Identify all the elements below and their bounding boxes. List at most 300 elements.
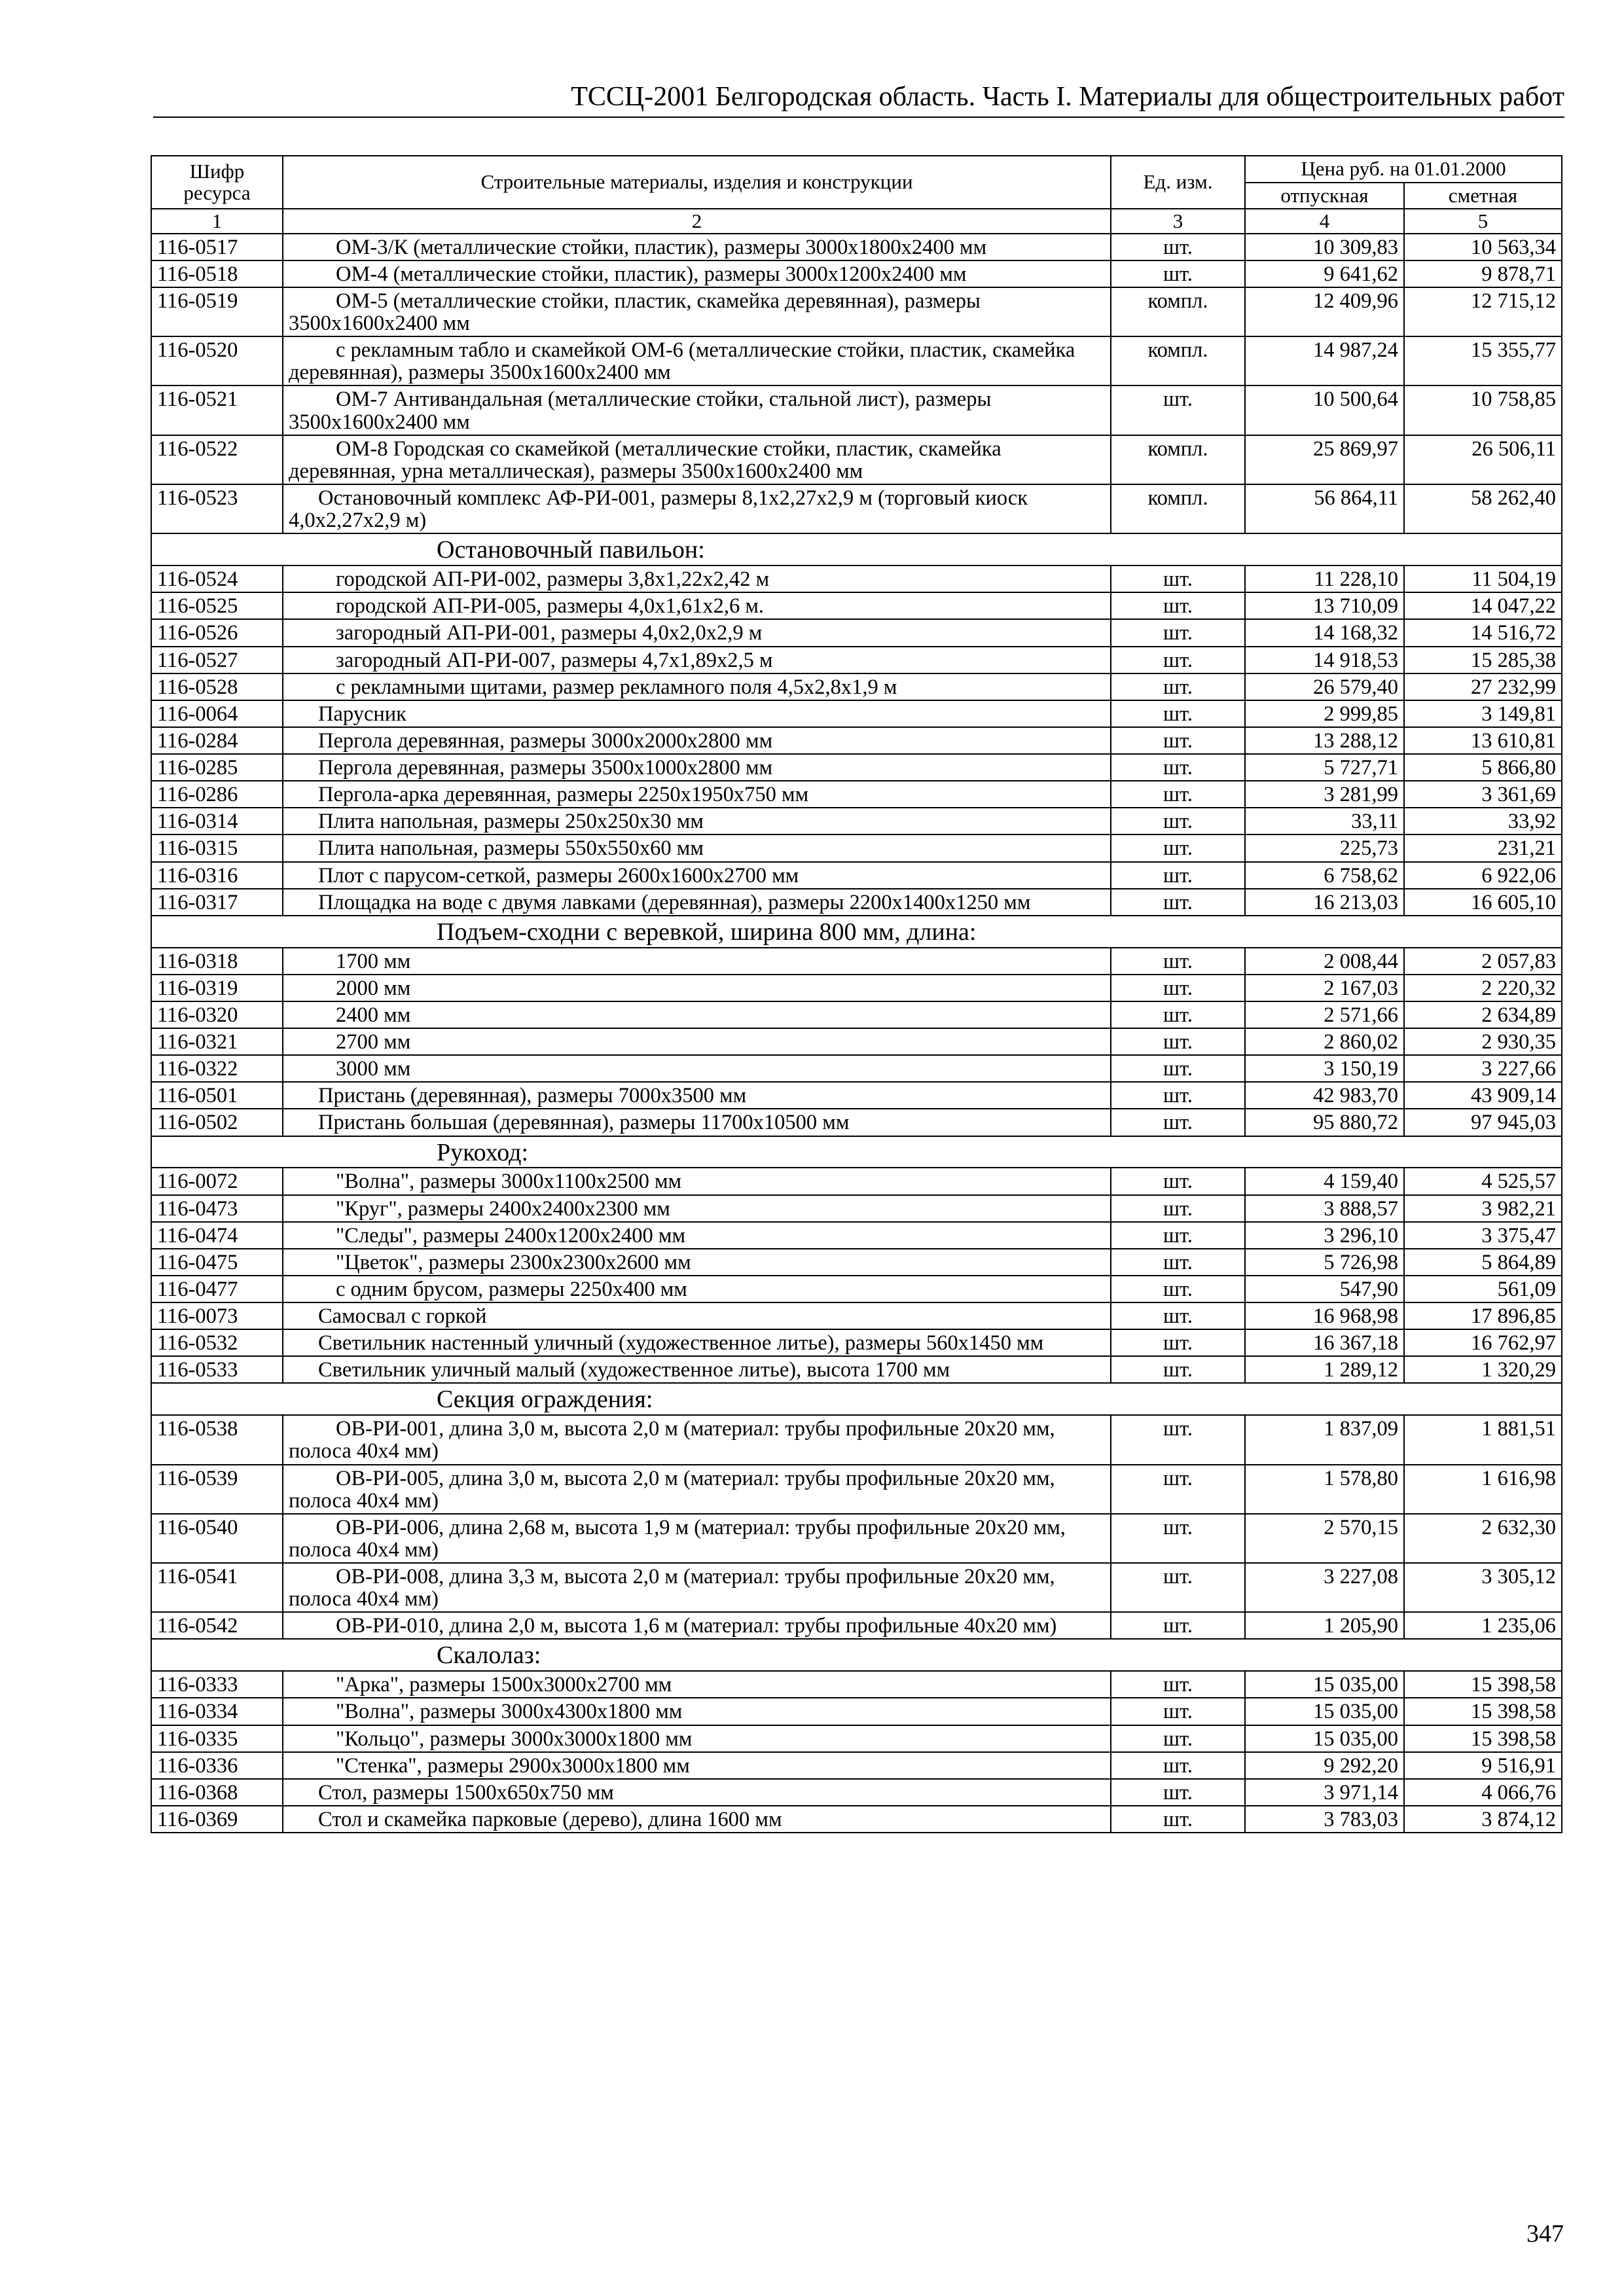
unit-of-measure: шт. — [1111, 1698, 1245, 1725]
table-row — [151, 834, 1562, 861]
material-name: "Кольцо", размеры 3000х3000х1800 мм — [283, 1725, 1111, 1752]
resource-code: 116-0318 — [151, 948, 283, 975]
resource-code: 116-0518 — [151, 260, 283, 287]
unit-of-measure: шт. — [1111, 700, 1245, 727]
resource-code: 116-0538 — [151, 1415, 283, 1464]
price-estimate: 2 930,35 — [1404, 1028, 1562, 1055]
resource-code: 116-0319 — [151, 975, 283, 1001]
price-estimate: 9 878,71 — [1404, 260, 1562, 287]
unit-of-measure: шт. — [1111, 592, 1245, 619]
unit-of-measure: шт. — [1111, 754, 1245, 781]
unit-of-measure: шт. — [1111, 234, 1245, 260]
price-release: 9 292,20 — [1245, 1752, 1404, 1779]
table-row — [151, 1302, 1562, 1329]
resource-code: 116-0527 — [151, 647, 283, 673]
table-row — [151, 1109, 1562, 1136]
unit-of-measure: шт. — [1111, 1415, 1245, 1464]
material-name: Плита напольная, размеры 250х250х30 мм — [283, 808, 1111, 834]
price-release: 5 726,98 — [1245, 1249, 1404, 1276]
table-row — [151, 1168, 1562, 1194]
price-release: 15 035,00 — [1245, 1671, 1404, 1698]
unit-of-measure: компл. — [1111, 484, 1245, 533]
header-price-estimate: сметная — [1404, 183, 1562, 209]
table-row — [151, 1415, 1562, 1464]
price-release: 1 578,80 — [1245, 1465, 1404, 1514]
table-body — [151, 234, 1562, 1833]
table-row — [151, 234, 1562, 260]
unit-of-measure: шт. — [1111, 862, 1245, 889]
material-name: Светильник настенный уличный (художественное литье), размеры 560х1450 мм — [283, 1329, 1111, 1356]
price-estimate: 15 355,77 — [1404, 336, 1562, 386]
group-row — [151, 916, 1562, 948]
unit-of-measure: шт. — [1111, 1779, 1245, 1806]
table-row — [151, 948, 1562, 975]
table-row — [151, 1082, 1562, 1109]
page-number: 347 — [1526, 2220, 1564, 2248]
resource-code: 116-0369 — [151, 1806, 283, 1833]
group-heading: Подъем-сходни с веревкой, ширина 800 мм, длина: — [283, 916, 1562, 948]
unit-of-measure: шт. — [1111, 1055, 1245, 1082]
resource-code: 116-0335 — [151, 1725, 283, 1752]
price-release: 1 289,12 — [1245, 1356, 1404, 1383]
price-release: 12 409,96 — [1245, 287, 1404, 336]
price-estimate: 15 398,58 — [1404, 1698, 1562, 1725]
material-name: Стол, размеры 1500х650х750 мм — [283, 1779, 1111, 1806]
unit-of-measure: шт. — [1111, 1563, 1245, 1612]
group-row — [151, 533, 1562, 565]
price-estimate: 2 220,32 — [1404, 975, 1562, 1001]
unit-of-measure: шт. — [1111, 1028, 1245, 1055]
table-row — [151, 1249, 1562, 1276]
unit-of-measure: компл. — [1111, 287, 1245, 336]
price-estimate: 6 922,06 — [1404, 862, 1562, 889]
unit-of-measure: шт. — [1111, 1001, 1245, 1028]
material-name: Пергола деревянная, размеры 3000х2000х2800 мм — [283, 727, 1111, 754]
resource-code: 116-0525 — [151, 592, 283, 619]
price-estimate: 27 232,99 — [1404, 673, 1562, 700]
price-release: 10 500,64 — [1245, 386, 1404, 435]
resource-code: 116-0073 — [151, 1302, 283, 1329]
unit-of-measure: шт. — [1111, 1329, 1245, 1356]
price-release: 10 309,83 — [1245, 234, 1404, 260]
material-name: ОВ-РИ-006, длина 2,68 м, высота 1,9 м (материал: трубы профильные 20х20 мм, полоса 40х4 мм) — [283, 1514, 1111, 1563]
price-estimate: 5 866,80 — [1404, 754, 1562, 781]
price-release: 13 710,09 — [1245, 592, 1404, 619]
resource-code: 116-0320 — [151, 1001, 283, 1028]
price-release: 42 983,70 — [1245, 1082, 1404, 1109]
price-estimate: 5 864,89 — [1404, 1249, 1562, 1276]
price-release: 3 227,08 — [1245, 1563, 1404, 1612]
table-row — [151, 1698, 1562, 1725]
table-row — [151, 1028, 1562, 1055]
resource-code: 116-0539 — [151, 1465, 283, 1514]
material-name: Пристань большая (деревянная), размеры 11700х10500 мм — [283, 1109, 1111, 1136]
unit-of-measure: шт. — [1111, 673, 1245, 700]
resource-code: 116-0502 — [151, 1109, 283, 1136]
price-estimate: 14 516,72 — [1404, 619, 1562, 646]
price-estimate: 2 634,89 — [1404, 1001, 1562, 1028]
table-row — [151, 975, 1562, 1001]
unit-of-measure: шт. — [1111, 1082, 1245, 1109]
resource-code: 116-0322 — [151, 1055, 283, 1082]
material-name: загородный АП-РИ-001, размеры 4,0х2,0х2,9 м — [283, 619, 1111, 646]
price-estimate: 16 605,10 — [1404, 889, 1562, 916]
header-code: Шифр ресурса — [151, 156, 283, 209]
price-estimate: 15 398,58 — [1404, 1725, 1562, 1752]
resource-code: 116-0336 — [151, 1752, 283, 1779]
price-estimate: 9 516,91 — [1404, 1752, 1562, 1779]
material-name: Плита напольная, размеры 550х550х60 мм — [283, 834, 1111, 861]
table-row — [151, 808, 1562, 834]
unit-of-measure: шт. — [1111, 1671, 1245, 1698]
price-estimate: 17 896,85 — [1404, 1302, 1562, 1329]
material-name: с рекламным табло и скамейкой ОМ-6 (металлические стойки, пластик, скамейка деревянная), размеры 3500х1600х2400 мм — [283, 336, 1111, 386]
price-release: 11 228,10 — [1245, 565, 1404, 592]
material-name: ОВ-РИ-008, длина 3,3 м, высота 2,0 м (материал: трубы профильные 20х20 мм, полоса 40х4 мм) — [283, 1563, 1111, 1612]
unit-of-measure: шт. — [1111, 1276, 1245, 1302]
group-row — [151, 1639, 1562, 1671]
unit-of-measure: шт. — [1111, 727, 1245, 754]
material-name: Пристань (деревянная), размеры 7000х3500 мм — [283, 1082, 1111, 1109]
table-row — [151, 484, 1562, 533]
resource-code: 116-0316 — [151, 862, 283, 889]
price-estimate: 561,09 — [1404, 1276, 1562, 1302]
material-name: "Волна", размеры 3000х4300х1800 мм — [283, 1698, 1111, 1725]
price-release: 9 641,62 — [1245, 260, 1404, 287]
resource-code: 116-0477 — [151, 1276, 283, 1302]
material-name: "Цветок", размеры 2300х2300х2600 мм — [283, 1249, 1111, 1276]
material-name: Самосвал с горкой — [283, 1302, 1111, 1329]
table-header — [151, 156, 1562, 234]
unit-of-measure: шт. — [1111, 1612, 1245, 1639]
header-unit: Ед. изм. — [1111, 156, 1245, 209]
price-release: 1 837,09 — [1245, 1415, 1404, 1464]
table-row — [151, 1001, 1562, 1028]
price-release: 14 168,32 — [1245, 619, 1404, 646]
material-name: 2700 мм — [283, 1028, 1111, 1055]
price-estimate: 11 504,19 — [1404, 565, 1562, 592]
price-estimate: 1 320,29 — [1404, 1356, 1562, 1383]
unit-of-measure: шт. — [1111, 1514, 1245, 1563]
price-release: 16 213,03 — [1245, 889, 1404, 916]
group-row — [151, 1136, 1562, 1168]
price-release: 15 035,00 — [1245, 1725, 1404, 1752]
table-row — [151, 889, 1562, 916]
material-name: 1700 мм — [283, 948, 1111, 975]
material-name: "Волна", размеры 3000х1100х2500 мм — [283, 1168, 1111, 1194]
unit-of-measure: шт. — [1111, 1806, 1245, 1833]
material-name: Пергола деревянная, размеры 3500х1000х2800 мм — [283, 754, 1111, 781]
group-code-cell — [151, 1136, 283, 1168]
unit-of-measure: компл. — [1111, 435, 1245, 484]
unit-of-measure: шт. — [1111, 386, 1245, 435]
table-row — [151, 1514, 1562, 1563]
resource-code: 116-0526 — [151, 619, 283, 646]
price-release: 3 888,57 — [1245, 1195, 1404, 1222]
material-name: Стол и скамейка парковые (дерево), длина 1600 мм — [283, 1806, 1111, 1833]
resource-code: 116-0532 — [151, 1329, 283, 1356]
price-release: 2 571,66 — [1245, 1001, 1404, 1028]
table-row — [151, 386, 1562, 435]
table-row — [151, 260, 1562, 287]
material-name: "Стенка", размеры 2900х3000х1800 мм — [283, 1752, 1111, 1779]
group-heading: Остановочный павильон: — [283, 533, 1562, 565]
price-estimate: 97 945,03 — [1404, 1109, 1562, 1136]
unit-of-measure: шт. — [1111, 834, 1245, 861]
table-row — [151, 1612, 1562, 1639]
price-estimate: 3 375,47 — [1404, 1222, 1562, 1249]
material-name: ОМ-5 (металлические стойки, пластик, скамейка деревянная), размеры 3500х1600х2400 мм — [283, 287, 1111, 336]
table-row — [151, 754, 1562, 781]
resource-code: 116-0315 — [151, 834, 283, 861]
material-name: Пергола-арка деревянная, размеры 2250х1950х750 мм — [283, 781, 1111, 808]
table-row — [151, 700, 1562, 727]
table-row — [151, 435, 1562, 484]
price-estimate: 2 632,30 — [1404, 1514, 1562, 1563]
unit-of-measure: шт. — [1111, 889, 1245, 916]
material-name: городской АП-РИ-002, размеры 3,8х1,22х2,42 м — [283, 565, 1111, 592]
resource-code: 116-0523 — [151, 484, 283, 533]
resource-code: 116-0521 — [151, 386, 283, 435]
price-estimate: 4 525,57 — [1404, 1168, 1562, 1194]
resource-code: 116-0285 — [151, 754, 283, 781]
resource-code: 116-0517 — [151, 234, 283, 260]
price-estimate: 10 758,85 — [1404, 386, 1562, 435]
resource-code: 116-0542 — [151, 1612, 283, 1639]
header-price: Цена руб. на 01.01.2000 — [1245, 156, 1562, 183]
table-row — [151, 619, 1562, 646]
resource-code: 116-0474 — [151, 1222, 283, 1249]
table-row — [151, 673, 1562, 700]
price-release: 4 159,40 — [1245, 1168, 1404, 1194]
material-name: "Следы", размеры 2400х1200х2400 мм — [283, 1222, 1111, 1249]
resource-code: 116-0072 — [151, 1168, 283, 1194]
price-release: 5 727,71 — [1245, 754, 1404, 781]
price-release: 26 579,40 — [1245, 673, 1404, 700]
price-estimate: 15 398,58 — [1404, 1671, 1562, 1698]
price-release: 56 864,11 — [1245, 484, 1404, 533]
price-release: 16 968,98 — [1245, 1302, 1404, 1329]
material-name: с рекламными щитами, размер рекламного поля 4,5х2,8х1,9 м — [283, 673, 1111, 700]
table-row — [151, 1725, 1562, 1752]
header-price-release: отпускная — [1245, 183, 1404, 209]
header-name: Строительные материалы, изделия и конструкции — [283, 156, 1111, 209]
table-row — [151, 1563, 1562, 1612]
table-row — [151, 565, 1562, 592]
unit-of-measure: шт. — [1111, 565, 1245, 592]
resource-code: 116-0284 — [151, 727, 283, 754]
table-row — [151, 647, 1562, 673]
unit-of-measure: шт. — [1111, 1465, 1245, 1514]
resource-code: 116-0321 — [151, 1028, 283, 1055]
table-row — [151, 781, 1562, 808]
price-estimate: 3 361,69 — [1404, 781, 1562, 808]
price-release: 2 008,44 — [1245, 948, 1404, 975]
material-name: ОВ-РИ-005, длина 3,0 м, высота 2,0 м (материал: трубы профильные 20х20 мм, полоса 40х4 мм) — [283, 1465, 1111, 1514]
table-row — [151, 727, 1562, 754]
unit-of-measure: шт. — [1111, 1752, 1245, 1779]
price-release: 14 987,24 — [1245, 336, 1404, 386]
group-code-cell — [151, 1383, 283, 1415]
unit-of-measure: шт. — [1111, 619, 1245, 646]
column-number: 2 — [283, 209, 1111, 234]
unit-of-measure: шт. — [1111, 647, 1245, 673]
page-header-title: ТССЦ-2001 Белгородская область. Часть I. Материалы для общестроительных работ — [571, 82, 1564, 112]
unit-of-measure: шт. — [1111, 948, 1245, 975]
group-code-cell — [151, 1639, 283, 1671]
group-code-cell — [151, 916, 283, 948]
price-estimate: 16 762,97 — [1404, 1329, 1562, 1356]
table-row — [151, 1806, 1562, 1833]
price-estimate: 43 909,14 — [1404, 1082, 1562, 1109]
price-release: 25 869,97 — [1245, 435, 1404, 484]
resource-code: 116-0520 — [151, 336, 283, 386]
price-release: 2 570,15 — [1245, 1514, 1404, 1563]
price-estimate: 1 616,98 — [1404, 1465, 1562, 1514]
column-number: 1 — [151, 209, 283, 234]
price-release: 14 918,53 — [1245, 647, 1404, 673]
resource-code: 116-0333 — [151, 1671, 283, 1698]
unit-of-measure: шт. — [1111, 1195, 1245, 1222]
table-row — [151, 1779, 1562, 1806]
material-name: с одним брусом, размеры 2250х400 мм — [283, 1276, 1111, 1302]
unit-of-measure: шт. — [1111, 1302, 1245, 1329]
price-release: 3 783,03 — [1245, 1806, 1404, 1833]
unit-of-measure: шт. — [1111, 781, 1245, 808]
material-name: ОВ-РИ-001, длина 3,0 м, высота 2,0 м (материал: трубы профильные 20х20 мм, полоса 40х4 мм) — [283, 1415, 1111, 1464]
unit-of-measure: шт. — [1111, 975, 1245, 1001]
table-row — [151, 336, 1562, 386]
price-release: 15 035,00 — [1245, 1698, 1404, 1725]
price-release: 225,73 — [1245, 834, 1404, 861]
table-row — [151, 1195, 1562, 1222]
unit-of-measure: шт. — [1111, 808, 1245, 834]
price-release: 95 880,72 — [1245, 1109, 1404, 1136]
resource-code: 116-0522 — [151, 435, 283, 484]
unit-of-measure: компл. — [1111, 336, 1245, 386]
header-rule — [153, 117, 1564, 118]
price-estimate: 3 149,81 — [1404, 700, 1562, 727]
price-estimate: 4 066,76 — [1404, 1779, 1562, 1806]
price-estimate: 2 057,83 — [1404, 948, 1562, 975]
price-release: 13 288,12 — [1245, 727, 1404, 754]
table-row — [151, 592, 1562, 619]
price-estimate: 231,21 — [1404, 834, 1562, 861]
price-release: 3 971,14 — [1245, 1779, 1404, 1806]
column-number: 4 — [1245, 209, 1404, 234]
table-row — [151, 287, 1562, 336]
group-heading: Секция ограждения: — [283, 1383, 1562, 1415]
resource-code: 116-0286 — [151, 781, 283, 808]
column-number: 5 — [1404, 209, 1562, 234]
price-estimate: 15 285,38 — [1404, 647, 1562, 673]
table-row — [151, 1276, 1562, 1302]
unit-of-measure: шт. — [1111, 260, 1245, 287]
price-estimate: 1 235,06 — [1404, 1612, 1562, 1639]
material-name: Площадка на воде с двумя лавками (деревянная), размеры 2200х1400х1250 мм — [283, 889, 1111, 916]
price-estimate: 58 262,40 — [1404, 484, 1562, 533]
material-name: ОВ-РИ-010, длина 2,0 м, высота 1,6 м (материал: трубы профильные 40х20 мм) — [283, 1612, 1111, 1639]
material-name: 2400 мм — [283, 1001, 1111, 1028]
material-name: 2000 мм — [283, 975, 1111, 1001]
material-name: ОМ-8 Городская со скамейкой (металлические стойки, пластик, скамейка деревянная, урна металлическая), размеры 3500х1600х2400 мм — [283, 435, 1111, 484]
unit-of-measure: шт. — [1111, 1249, 1245, 1276]
price-release: 33,11 — [1245, 808, 1404, 834]
price-table — [151, 155, 1562, 1833]
material-name: Плот с парусом-сеткой, размеры 2600х1600х2700 мм — [283, 862, 1111, 889]
material-name: ОМ-3/К (металлические стойки, пластик), размеры 3000х1800х2400 мм — [283, 234, 1111, 260]
resource-code: 116-0533 — [151, 1356, 283, 1383]
material-name: городской АП-РИ-005, размеры 4,0х1,61х2,6 м. — [283, 592, 1111, 619]
resource-code: 116-0528 — [151, 673, 283, 700]
resource-code: 116-0317 — [151, 889, 283, 916]
resource-code: 116-0473 — [151, 1195, 283, 1222]
price-release: 3 296,10 — [1245, 1222, 1404, 1249]
group-heading: Скалолаз: — [283, 1639, 1562, 1671]
price-estimate: 33,92 — [1404, 808, 1562, 834]
material-name: "Круг", размеры 2400х2400х2300 мм — [283, 1195, 1111, 1222]
table-row — [151, 1222, 1562, 1249]
group-heading: Рукоход: — [283, 1136, 1562, 1168]
price-release: 6 758,62 — [1245, 862, 1404, 889]
table-row — [151, 862, 1562, 889]
price-estimate: 3 982,21 — [1404, 1195, 1562, 1222]
unit-of-measure: шт. — [1111, 1222, 1245, 1249]
price-release: 3 281,99 — [1245, 781, 1404, 808]
material-name: ОМ-4 (металлические стойки, пластик), размеры 3000х1200х2400 мм — [283, 260, 1111, 287]
resource-code: 116-0334 — [151, 1698, 283, 1725]
resource-code: 116-0064 — [151, 700, 283, 727]
unit-of-measure: шт. — [1111, 1109, 1245, 1136]
table-row — [151, 1356, 1562, 1383]
unit-of-measure: шт. — [1111, 1725, 1245, 1752]
resource-code: 116-0314 — [151, 808, 283, 834]
resource-code: 116-0501 — [151, 1082, 283, 1109]
material-name: Светильник уличный малый (художественное литье), высота 1700 мм — [283, 1356, 1111, 1383]
material-name: Остановочный комплекс АФ-РИ-001, размеры 8,1х2,27х2,9 м (торговый киоск 4,0х2,27х2,9 м) — [283, 484, 1111, 533]
unit-of-measure: шт. — [1111, 1168, 1245, 1194]
table-row — [151, 1752, 1562, 1779]
price-estimate: 3 305,12 — [1404, 1563, 1562, 1612]
material-name: 3000 мм — [283, 1055, 1111, 1082]
price-estimate: 13 610,81 — [1404, 727, 1562, 754]
resource-code: 116-0541 — [151, 1563, 283, 1612]
resource-code: 116-0519 — [151, 287, 283, 336]
price-estimate: 3 874,12 — [1404, 1806, 1562, 1833]
price-release: 2 167,03 — [1245, 975, 1404, 1001]
price-release: 547,90 — [1245, 1276, 1404, 1302]
table-row — [151, 1329, 1562, 1356]
material-name: ОМ-7 Антивандальная (металлические стойки, стальной лист), размеры 3500х1600х2400 мм — [283, 386, 1111, 435]
price-estimate: 12 715,12 — [1404, 287, 1562, 336]
table-row — [151, 1465, 1562, 1514]
resource-code: 116-0475 — [151, 1249, 283, 1276]
resource-code: 116-0368 — [151, 1779, 283, 1806]
price-estimate: 1 881,51 — [1404, 1415, 1562, 1464]
price-release: 2 999,85 — [1245, 700, 1404, 727]
price-estimate: 14 047,22 — [1404, 592, 1562, 619]
material-name: "Арка", размеры 1500х3000х2700 мм — [283, 1671, 1111, 1698]
price-release: 16 367,18 — [1245, 1329, 1404, 1356]
material-name: Парусник — [283, 700, 1111, 727]
table-row — [151, 1671, 1562, 1698]
column-number: 3 — [1111, 209, 1245, 234]
group-row — [151, 1383, 1562, 1415]
material-name: загородный АП-РИ-007, размеры 4,7х1,89х2,5 м — [283, 647, 1111, 673]
resource-code: 116-0524 — [151, 565, 283, 592]
price-release: 3 150,19 — [1245, 1055, 1404, 1082]
price-estimate: 10 563,34 — [1404, 234, 1562, 260]
